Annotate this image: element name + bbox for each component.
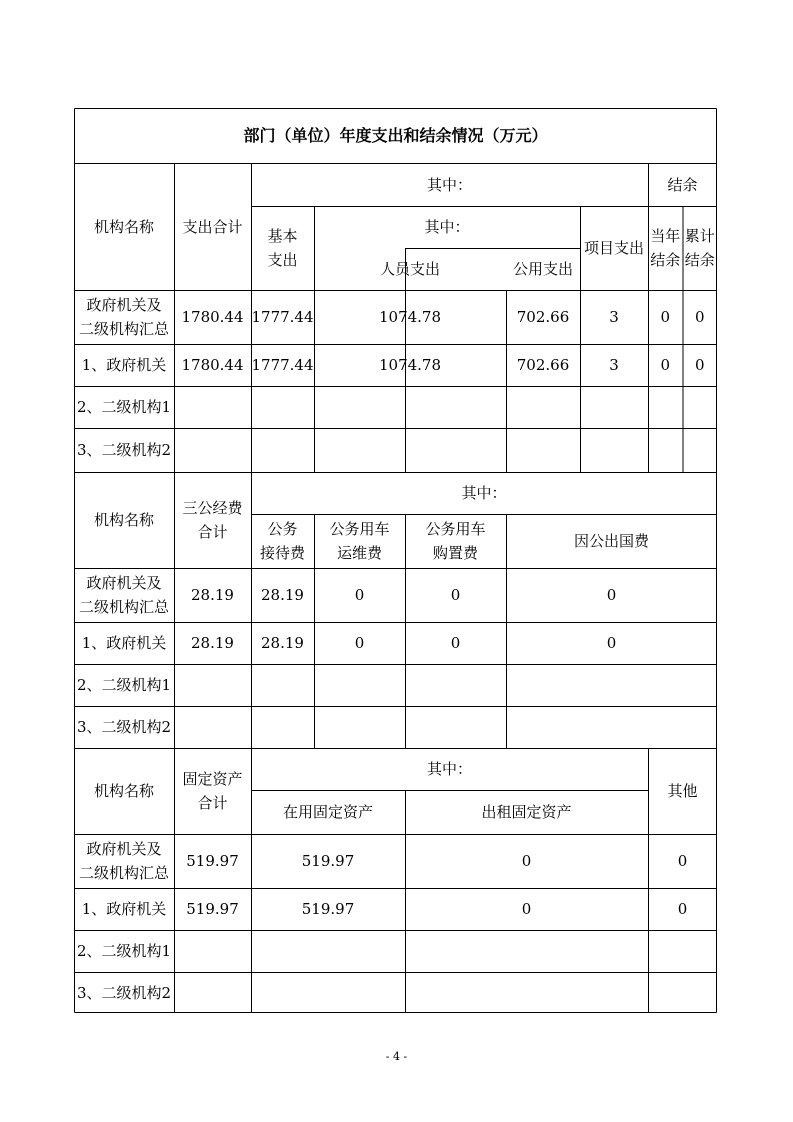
- overseas-travel-cell-text: 0: [606, 586, 617, 604]
- total-spend-cell-text: 1780.44: [181, 308, 244, 326]
- three-public-total-cell-text: 28.19: [191, 634, 234, 652]
- org-name-cell: [74, 428, 174, 472]
- org-name-cell-text: 1、政府机关: [81, 900, 167, 918]
- of-which-header: [251, 472, 717, 514]
- vehicle-purchase-header: [405, 514, 506, 568]
- vehicle-operation-cell: [314, 568, 405, 622]
- of-which-header: [251, 748, 648, 790]
- in-use-assets-cell-text: 519.97: [301, 852, 355, 870]
- vehicle-purchase-cell: [405, 706, 506, 748]
- total-spend-cell: [174, 386, 251, 428]
- of-which-basic-header-text: 其中：: [424, 218, 470, 236]
- current-balance-cell-text: 0: [660, 308, 671, 326]
- org-name-cell: [74, 386, 174, 428]
- in-use-assets-cell-text: 519.97: [301, 900, 355, 918]
- vehicle-purchase-header-text: 公务用车 购置费: [425, 520, 486, 562]
- three-public-total-header: [174, 472, 251, 568]
- current-balance-header-text: 当年结余: [650, 227, 681, 269]
- vehicle-purchase-cell-text: 0: [450, 634, 461, 652]
- project-spend-cell-text: 3: [609, 356, 619, 374]
- cumulative-balance-header-text: 累计结余: [684, 227, 715, 269]
- basic-spend-header-text: 基本 支出: [267, 227, 298, 269]
- in-use-assets-cell: [251, 972, 405, 1013]
- current-balance-header: [648, 206, 683, 290]
- vehicle-operation-cell-text: 0: [354, 634, 365, 652]
- project-spend-header: [580, 206, 648, 290]
- leased-assets-header: [405, 790, 648, 834]
- other-assets-cell-text: 0: [677, 852, 688, 870]
- reception-fee-cell: [251, 706, 314, 748]
- overseas-travel-cell: [506, 664, 717, 706]
- total-spend-cell: [174, 428, 251, 472]
- org-name-cell-text: 3、二级机构2: [76, 718, 172, 736]
- in-use-assets-cell: [251, 834, 405, 888]
- org-name-header: [74, 163, 174, 290]
- other-assets-cell: [648, 930, 717, 972]
- in-use-assets-header: [251, 790, 405, 834]
- overseas-travel-cell: [506, 706, 717, 748]
- three-public-total-header-text: 三公经费 合计: [182, 499, 243, 541]
- table-title: [74, 108, 717, 163]
- vehicle-operation-header-text: 公务用车 运维费: [329, 520, 390, 562]
- vehicle-operation-cell: [314, 622, 405, 664]
- public-spend-cell: [506, 428, 580, 472]
- in-use-assets-cell: [251, 930, 405, 972]
- total-spend-cell: [174, 290, 251, 344]
- basic-spend-cell-text: 1777.44: [251, 308, 314, 326]
- table-title-text: 部门（单位）年度支出和结余情况（万元）: [243, 125, 548, 145]
- vehicle-operation-header: [314, 514, 405, 568]
- vehicle-purchase-cell: [405, 568, 506, 622]
- public-spend-header: [506, 248, 580, 290]
- leased-assets-cell: [405, 972, 648, 1013]
- current-balance-cell: [648, 344, 683, 386]
- current-balance-cell-text: 0: [660, 356, 671, 374]
- other-assets-cell: [648, 834, 717, 888]
- public-spend-cell-text: 702.66: [516, 308, 570, 326]
- three-public-total-cell: [174, 706, 251, 748]
- budget-table: [74, 108, 717, 1013]
- total-spend-cell: [174, 344, 251, 386]
- reception-fee-cell: [251, 664, 314, 706]
- overseas-travel-cell-text: 0: [606, 634, 617, 652]
- total-spend-cell-text: 1780.44: [181, 356, 244, 374]
- personnel-spend-cell: [314, 386, 506, 428]
- of-which-basic-header: [314, 206, 580, 248]
- of-which-header-text: 其中：: [426, 175, 472, 194]
- other-assets-cell-text: 0: [677, 900, 688, 918]
- three-public-total-cell-text: 28.19: [191, 586, 234, 604]
- reception-fee-header: [251, 514, 314, 568]
- org-name-header-text: 机构名称: [93, 511, 154, 529]
- cumulative-balance-cell-text: 0: [694, 356, 705, 374]
- current-balance-cell: [648, 290, 683, 344]
- leased-assets-cell-text: 0: [521, 900, 532, 918]
- org-name-cell-text: 3、二级机构2: [76, 441, 172, 459]
- project-spend-header-text: 项目支出: [583, 239, 644, 257]
- org-name-header: [74, 472, 174, 568]
- org-name-cell: [74, 834, 174, 888]
- vehicle-operation-cell: [314, 664, 405, 706]
- org-name-cell: [74, 972, 174, 1013]
- of-which-header: [251, 163, 648, 206]
- leased-assets-cell: [405, 888, 648, 930]
- public-spend-header-text: 公用支出: [512, 260, 573, 278]
- org-name-cell: [74, 344, 174, 386]
- cumulative-balance-cell: [683, 386, 718, 428]
- cumulative-balance-cell-text: 0: [694, 308, 705, 326]
- balance-header-text: 结余: [667, 175, 698, 194]
- org-name-cell: [74, 706, 174, 748]
- in-use-assets-cell: [251, 888, 405, 930]
- leased-assets-header-text: 出租固定资产: [481, 803, 572, 821]
- other-assets-header-text: 其他: [667, 782, 698, 800]
- org-name-cell: [74, 664, 174, 706]
- cumulative-balance-cell: [683, 428, 718, 472]
- fixed-assets-total-cell: [174, 888, 251, 930]
- public-spend-cell-text: 702.66: [516, 356, 570, 374]
- fixed-assets-total-cell: [174, 930, 251, 972]
- of-which-header-text: 其中：: [461, 484, 507, 502]
- three-public-total-cell: [174, 664, 251, 706]
- fixed-assets-total-header: [174, 748, 251, 834]
- org-name-header: [74, 748, 174, 834]
- cumulative-balance-cell: [683, 344, 718, 386]
- org-name-cell: [74, 888, 174, 930]
- fixed-assets-total-cell-text: 519.97: [186, 900, 239, 918]
- org-name-cell: [74, 290, 174, 344]
- cumulative-balance-cell: [683, 290, 718, 344]
- project-spend-cell: [580, 428, 648, 472]
- basic-spend-header: [251, 206, 314, 290]
- other-assets-cell: [648, 888, 717, 930]
- project-spend-cell-text: 3: [609, 308, 619, 326]
- other-assets-header: [648, 748, 717, 834]
- personnel-spend-cell-text: 1074.78: [378, 356, 442, 374]
- basic-spend-cell: [251, 290, 314, 344]
- overseas-travel-header: [506, 514, 717, 568]
- basic-spend-cell-text: 1777.44: [251, 356, 314, 374]
- org-name-cell-text: 政府机关及 二级机构汇总: [78, 296, 169, 338]
- project-spend-cell: [580, 386, 648, 428]
- org-name-cell-text: 2、二级机构1: [76, 398, 172, 416]
- in-use-assets-header-text: 在用固定资产: [282, 803, 373, 821]
- of-which-header-text: 其中：: [426, 760, 472, 778]
- reception-fee-cell: [251, 568, 314, 622]
- total-spend-header: [174, 163, 251, 290]
- personnel-spend-header: [314, 248, 506, 290]
- org-name-cell-text: 1、政府机关: [81, 634, 167, 652]
- current-balance-cell: [648, 428, 683, 472]
- three-public-total-cell: [174, 622, 251, 664]
- vehicle-purchase-cell: [405, 622, 506, 664]
- personnel-spend-cell: [314, 290, 506, 344]
- total-spend-header-text: 支出合计: [182, 217, 243, 236]
- balance-header: [648, 163, 717, 206]
- org-name-cell: [74, 568, 174, 622]
- org-name-cell-text: 政府机关及 二级机构汇总: [78, 574, 169, 616]
- fixed-assets-total-cell: [174, 834, 251, 888]
- public-spend-cell: [506, 344, 580, 386]
- cumulative-balance-header: [683, 206, 718, 290]
- org-name-cell-text: 3、二级机构2: [76, 983, 172, 1002]
- project-spend-cell: [580, 290, 648, 344]
- fixed-assets-total-header-text: 固定资产 合计: [182, 770, 243, 812]
- reception-fee-cell-text: 28.19: [261, 586, 304, 604]
- other-assets-cell: [648, 972, 717, 1013]
- public-spend-cell: [506, 386, 580, 428]
- reception-fee-cell: [251, 622, 314, 664]
- org-name-header-text: 机构名称: [93, 782, 154, 800]
- personnel-spend-cell: [314, 428, 506, 472]
- org-name-cell-text: 1、政府机关: [81, 356, 167, 374]
- org-name-cell-text: 政府机关及 二级机构汇总: [78, 840, 169, 882]
- leased-assets-cell: [405, 930, 648, 972]
- project-spend-cell: [580, 344, 648, 386]
- org-name-header-text: 机构名称: [93, 217, 154, 236]
- three-public-total-cell: [174, 568, 251, 622]
- overseas-travel-header-text: 因公出国费: [573, 532, 649, 550]
- page-number: - 4 -: [385, 1050, 408, 1063]
- basic-spend-cell: [251, 344, 314, 386]
- leased-assets-cell-text: 0: [521, 852, 532, 870]
- leased-assets-cell: [405, 834, 648, 888]
- vehicle-operation-cell: [314, 706, 405, 748]
- reception-fee-header-text: 公务 接待费: [259, 520, 305, 562]
- fixed-assets-total-cell-text: 519.97: [186, 852, 239, 870]
- fixed-assets-total-cell: [174, 972, 251, 1013]
- vehicle-purchase-cell-text: 0: [450, 586, 461, 604]
- personnel-spend-header-text: 人员支出: [379, 260, 440, 278]
- reception-fee-cell-text: 28.19: [261, 634, 304, 652]
- org-name-cell-text: 2、二级机构1: [76, 942, 172, 960]
- vehicle-operation-cell-text: 0: [354, 586, 365, 604]
- basic-spend-cell: [251, 428, 314, 472]
- basic-spend-cell: [251, 386, 314, 428]
- org-name-cell-text: 2、二级机构1: [76, 676, 172, 694]
- personnel-spend-cell-text: 1074.78: [378, 308, 442, 326]
- org-name-cell: [74, 622, 174, 664]
- public-spend-cell: [506, 290, 580, 344]
- overseas-travel-cell: [506, 622, 717, 664]
- overseas-travel-cell: [506, 568, 717, 622]
- vehicle-purchase-cell: [405, 664, 506, 706]
- personnel-spend-cell: [314, 344, 506, 386]
- current-balance-cell: [648, 386, 683, 428]
- org-name-cell: [74, 930, 174, 972]
